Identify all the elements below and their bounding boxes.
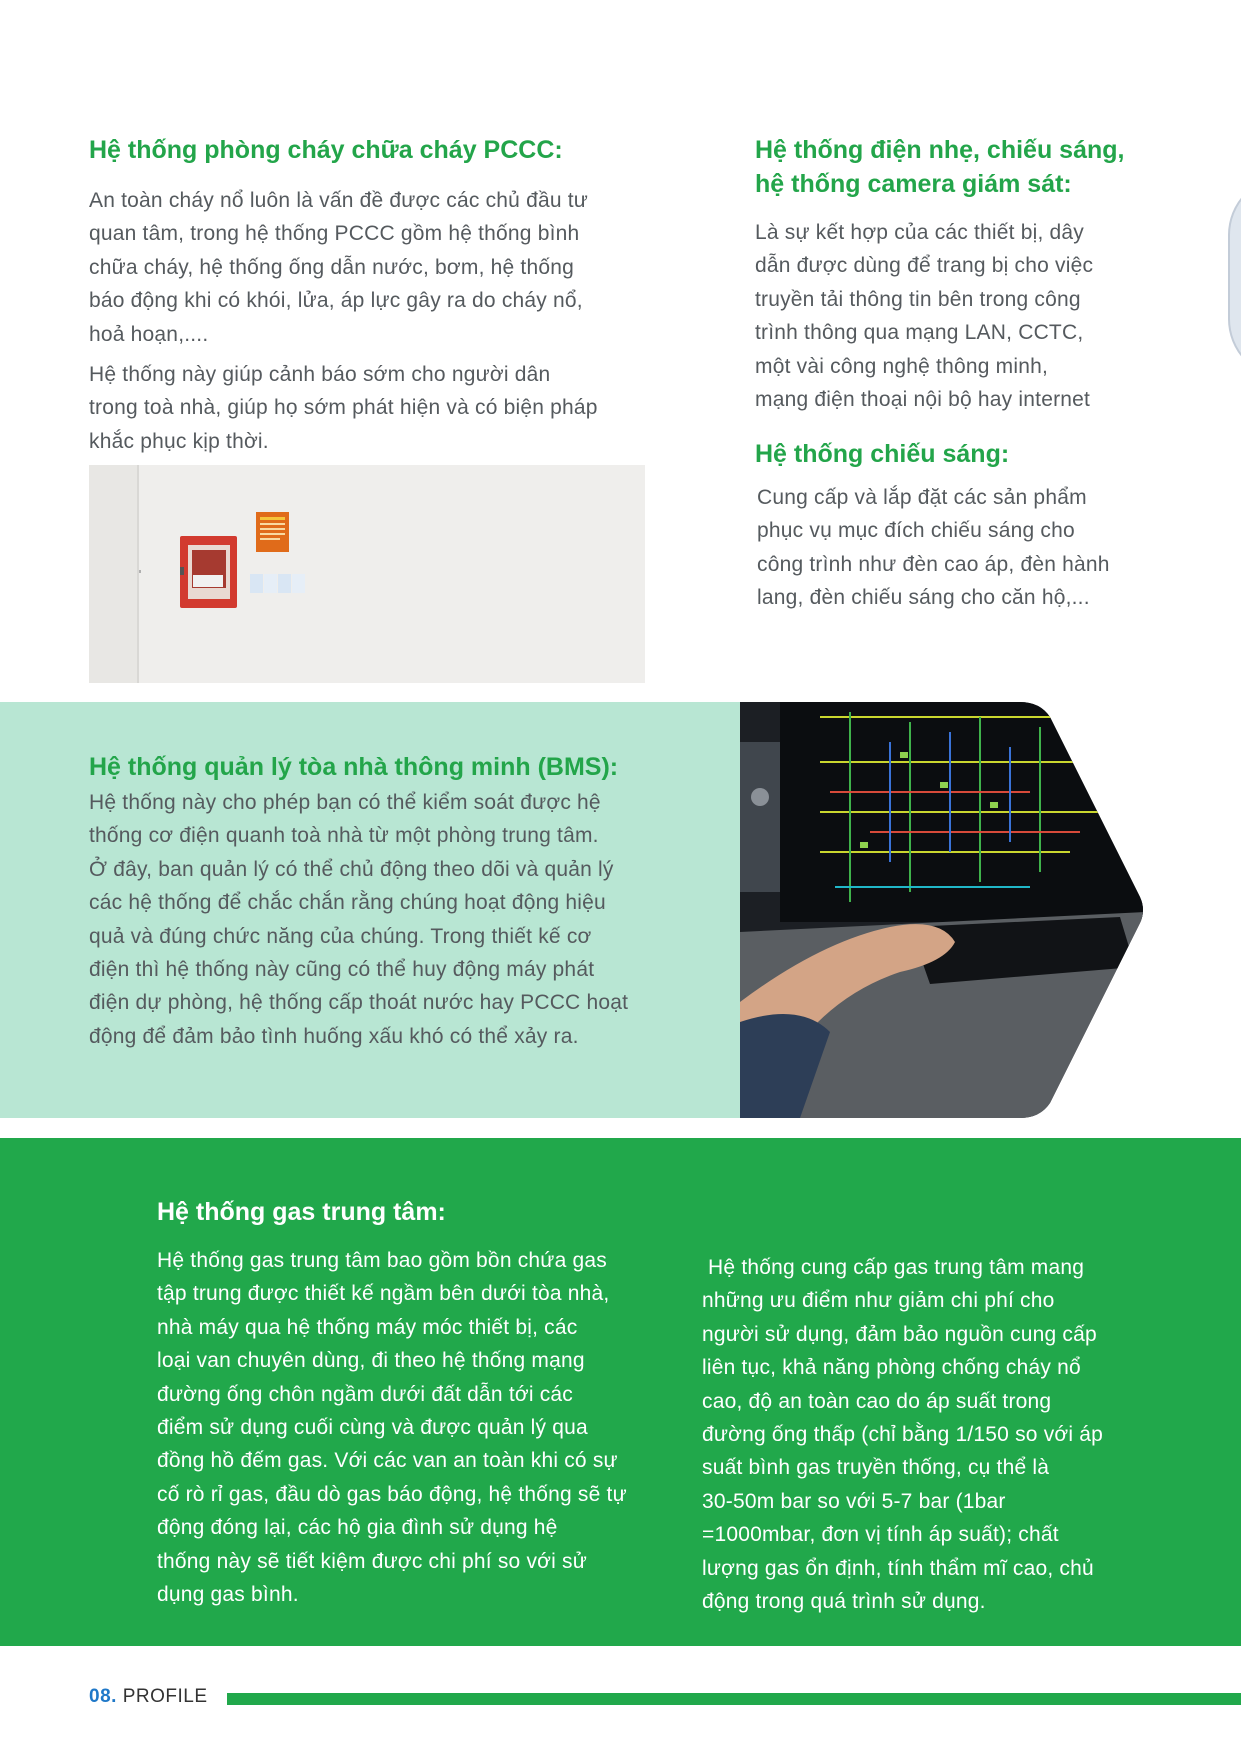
fire-cabinet-photo: [89, 465, 645, 683]
low-voltage-paragraph: Là sự kết hợp của các thiết bị, dây dẫn được dùng để trang bị cho việc truyền tải thông tin bên trong công trình thông qua mạng LAN, CCTC, một vài công nghệ thông minh, mạng điện thoại nội bộ hay internet: [755, 221, 1094, 412]
gas-right-paragraph: Hệ thống cung cấp gas trung tâm mang những ưu điểm như giảm chi phí cho người sử dụng, đảm bảo nguồn cung cấp liên tục, khả năng phòng chống cháy nổ cao, độ an toàn cao do áp suất trong đường ống thấp (chỉ bằng 1/150 so với áp suất bình gas truyền thống, cụ thể là 30-50m bar so với 5-7 bar (1bar =1000mbar, đơn vị tính áp suất); chất lượng gas ổn định, tính thẩm mĩ cao, chủ động trong quá trình sử dụng.: [702, 1256, 1104, 1614]
pccc-heading: Hệ thống phòng cháy chữa cháy PCCC:: [89, 136, 563, 164]
edge-decoration: [1228, 175, 1241, 379]
low-voltage-section: [755, 133, 1195, 416]
lighting-heading: Hệ thống chiếu sáng:: [755, 440, 1010, 468]
low-voltage-heading: Hệ thống điện nhẹ, chiếu sáng, hệ thống camera giám sát:: [755, 136, 1125, 198]
bms-section: [89, 750, 729, 1053]
bms-heading: Hệ thống quản lý tòa nhà thông minh (BMS):: [89, 753, 619, 781]
pccc-paragraph-2: Hệ thống này giúp cảnh báo sớm cho người dân trong toà nhà, giúp họ sớm phát hiện và có biện pháp khắc phục kịp thời.: [89, 363, 598, 453]
bms-paragraph: Hệ thống này cho phép bạn có thể kiểm soát được hệ thống cơ điện quanh toà nhà từ một phòng trung tâm. Ở đây, ban quản lý có thể chủ động theo dõi và quản lý các hệ thống để chắc chắn rằng chúng hoạt động hiệu quả và đúng chức năng của chúng. Trong thiết kế cơ điện thì hệ thống này cũng có thể huy động máy phát điện dự phòng, hệ thống cấp thoát nước hay PCCC hoạt động để đảm bảo tình huống xấu khó có thể xảy ra.: [89, 791, 629, 1048]
page-footer-label: [89, 1685, 208, 1709]
page-number: 08.: [89, 1686, 117, 1707]
gas-section: [157, 1195, 1157, 1229]
control-room-photo: [740, 702, 1146, 1118]
gas-left-paragraph: Hệ thống gas trung tâm bao gồm bồn chứa gas tập trung được thiết kế ngầm bên dưới tòa nhà, nhà máy qua hệ thống máy móc thiết bị, các loại van chuyên dùng, đi theo hệ thống mạng đường ống chôn ngầm dưới đất dẫn tới các điểm sử dụng cuối cùng và được quản lý qua đồng hồ đếm gas. Với các van an toàn khi có sự cố rò rỉ gas, đầu dò gas báo động, hệ thống sẽ tự động đóng lại, các hộ gia đình sử dụng hệ thống này sẽ tiết kiệm được chi phí so với sử dụng gas bình.: [157, 1249, 627, 1607]
gas-heading: Hệ thống gas trung tâm:: [157, 1198, 446, 1226]
footer-profile-text: PROFILE: [122, 1686, 208, 1707]
lighting-section: [755, 437, 1195, 615]
pccc-section: [89, 133, 649, 458]
lighting-paragraph: Cung cấp và lắp đặt các sản phẩm phục vụ mục đích chiếu sáng cho công trình như đèn cao áp, đèn hành lang, đèn chiếu sáng cho căn hộ,...: [757, 486, 1110, 610]
pccc-paragraph-1: An toàn cháy nổ luôn là vấn đề được các chủ đầu tư quan tâm, trong hệ thống PCCC gồm hệ thống bình chữa cháy, hệ thống ống dẫn nước, bơm, hệ thống báo động khi có khói, lửa, áp lực gây ra do cháy nổ, hoả hoạn,....: [89, 189, 589, 346]
fire-cabinet-illustration: [89, 465, 645, 683]
footer-bar: [227, 1693, 1241, 1705]
